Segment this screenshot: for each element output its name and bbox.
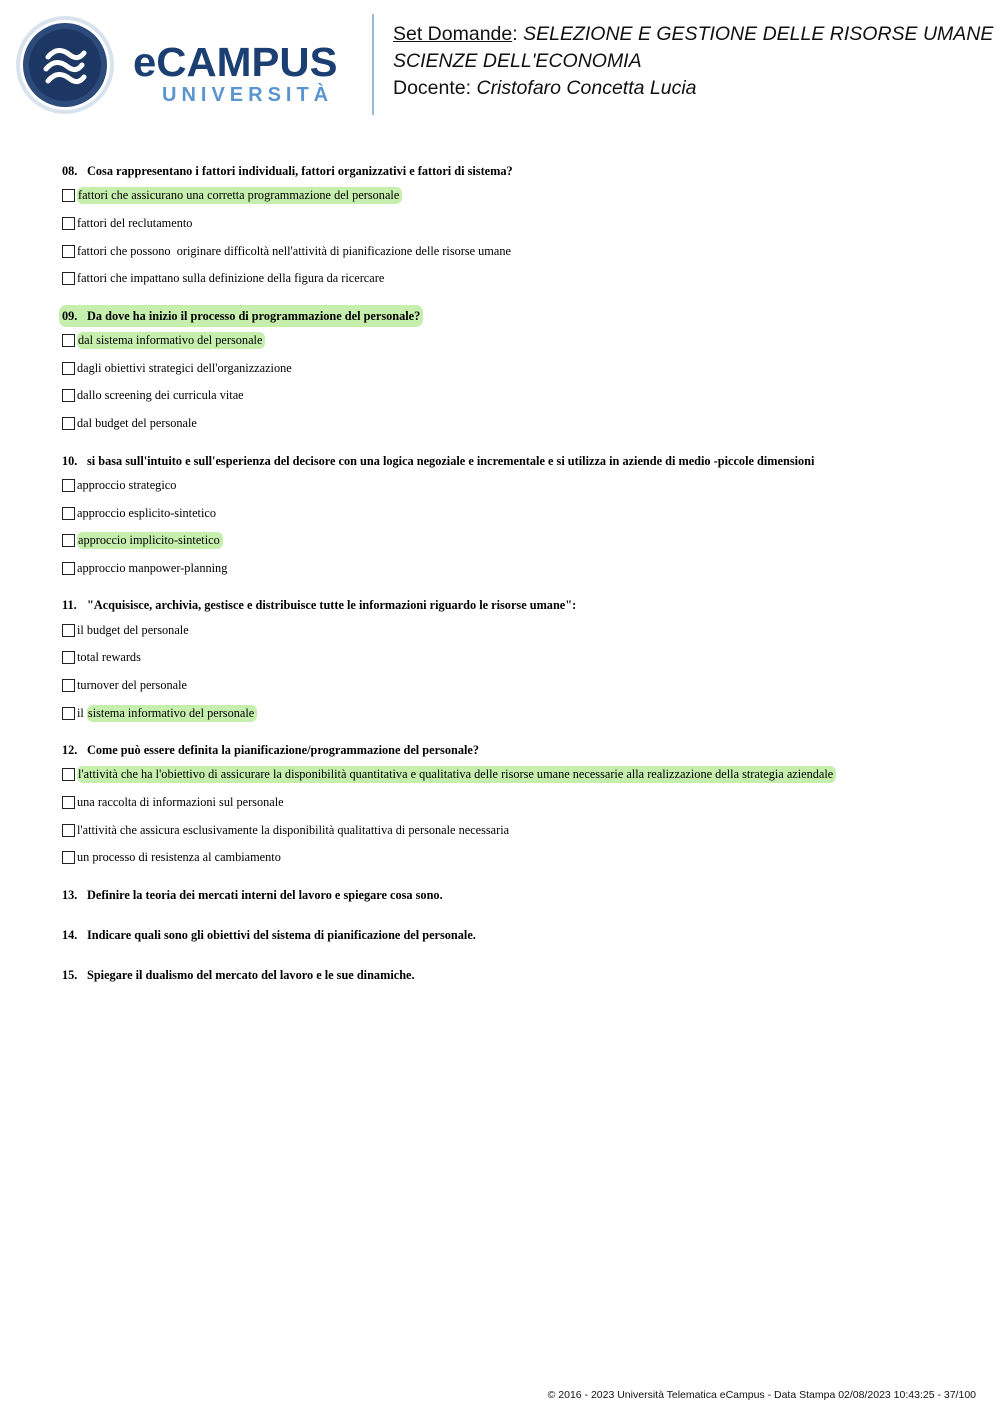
option-text: fattori che impattano sulla definizione della figura da ricercare — [77, 271, 385, 286]
question-14 — [62, 924, 962, 946]
checkbox[interactable] — [62, 272, 75, 285]
question-title: 12. Come può essere definita la pianificazione/programmazione del personale? — [62, 743, 479, 757]
set-separator: : — [512, 23, 518, 45]
teacher-line — [393, 75, 993, 102]
checkbox[interactable] — [62, 679, 75, 692]
checkbox[interactable] — [62, 479, 75, 492]
checkbox[interactable] — [62, 851, 75, 864]
option-text: fattori del reclutamento — [77, 216, 193, 231]
checkbox[interactable] — [62, 389, 75, 402]
answer-option[interactable] — [62, 555, 962, 583]
ecampus-wordmark — [133, 39, 338, 106]
question-15 — [62, 964, 962, 986]
answer-option[interactable] — [62, 789, 962, 817]
answer-option[interactable] — [62, 354, 962, 382]
checkbox[interactable] — [62, 362, 75, 375]
teacher-name: Cristofaro Concetta Lucia — [476, 77, 697, 99]
option-text: dallo screening dei curricula vitae — [77, 388, 244, 403]
answer-option[interactable] — [62, 616, 962, 644]
answer-option[interactable] — [62, 844, 962, 872]
answer-option[interactable] — [62, 265, 962, 293]
option-text-highlighted: l'attività che ha l'obiettivo di assicurare la disponibilità quantitativa e qualitativa delle risorse umane necessarie alla realizzazione della strategia aziendale — [77, 766, 836, 783]
page-footer: © 2016 - 2023 Università Telematica eCampus - Data Stampa 02/08/2023 10:43:25 - 37/100 — [547, 1389, 976, 1401]
question-title: 15. Spiegare il dualismo del mercato del lavoro e le sue dinamiche. — [62, 967, 415, 982]
document-header — [393, 21, 993, 102]
set-line — [393, 21, 993, 48]
question-08 — [62, 160, 962, 293]
question-13 — [62, 884, 962, 906]
question-title: 14. Indicare quali sono gli obiettivi del sistema di pianificazione del personale. — [62, 927, 476, 942]
question-10 — [62, 450, 962, 583]
answer-option[interactable] — [62, 382, 962, 410]
option-text: fattori che possono originare difficoltà nell'attività di pianificazione delle risorse umane — [77, 243, 511, 258]
question-title: 10. si basa sull'intuito e sull'esperienza del decisore con una logica negoziale e incrementale e si utilizza in aziende di medio -piccole dimensioni — [62, 453, 815, 468]
option-text-highlighted: approccio implicito-sintetico — [77, 532, 223, 549]
question-11 — [62, 594, 962, 727]
checkbox[interactable] — [62, 624, 75, 637]
checkbox[interactable] — [62, 796, 75, 809]
answer-option[interactable] — [62, 761, 962, 789]
option-text: total rewards — [77, 650, 141, 665]
ecampus-emblem-logo — [15, 15, 115, 115]
answer-option[interactable] — [62, 472, 962, 500]
checkbox[interactable] — [62, 189, 75, 202]
question-09 — [62, 305, 962, 438]
checkbox[interactable] — [62, 245, 75, 258]
question-list — [62, 160, 962, 1004]
answer-option[interactable] — [62, 672, 962, 700]
checkbox[interactable] — [62, 417, 75, 430]
faculty-name: SCIENZE DELL'ECONOMIA — [393, 50, 642, 72]
option-text: una raccolta di informazioni sul personale — [77, 795, 284, 810]
checkbox[interactable] — [62, 334, 75, 347]
answer-option[interactable] — [62, 410, 962, 438]
checkbox[interactable] — [62, 534, 75, 547]
option-text-highlighted: sistema informativo del personale — [87, 705, 257, 722]
option-text: dal budget del personale — [77, 416, 197, 431]
option-prefix: il — [77, 705, 87, 720]
answer-option[interactable] — [62, 527, 962, 555]
option-text-highlighted: fattori che assicurano una corretta programmazione del personale — [77, 187, 402, 204]
set-title: SELEZIONE E GESTIONE DELLE RISORSE UMANE — [523, 23, 994, 45]
question-title: 13. Definire la teoria dei mercati interni del lavoro e spiegare cosa sono. — [62, 887, 443, 902]
checkbox[interactable] — [62, 507, 75, 520]
checkbox[interactable] — [62, 824, 75, 837]
answer-option[interactable] — [62, 210, 962, 238]
answer-option[interactable] — [62, 816, 962, 844]
answer-option[interactable] — [62, 644, 962, 672]
checkbox[interactable] — [62, 768, 75, 781]
answer-option[interactable] — [62, 237, 962, 265]
answer-option[interactable] — [62, 182, 962, 210]
logo-subtitle: UNIVERSITÀ — [162, 84, 334, 106]
question-title: 08. Cosa rappresentano i fattori individuali, fattori organizzativi e fattori di sistema? — [62, 164, 513, 178]
option-text: dagli obiettivi strategici dell'organizzazione — [77, 360, 292, 375]
option-text: approccio strategico — [77, 477, 177, 492]
logo-word: eCAMPUS — [133, 39, 338, 85]
question-12 — [62, 739, 962, 872]
answer-option[interactable] — [62, 327, 962, 355]
checkbox[interactable] — [62, 707, 75, 720]
checkbox[interactable] — [62, 562, 75, 575]
checkbox[interactable] — [62, 217, 75, 230]
teacher-label: Docente: — [393, 77, 472, 99]
option-text-highlighted: dal sistema informativo del personale — [77, 332, 265, 349]
option-text: l'attività che assicura esclusivamente la disponibilità qualitattiva di personale necessaria — [77, 822, 510, 837]
option-text: approccio esplicito-sintetico — [77, 505, 216, 520]
checkbox[interactable] — [62, 651, 75, 664]
option-text: il budget del personale — [77, 622, 189, 637]
question-title: 11. "Acquisisce, archivia, gestisce e distribuisce tutte le informazioni riguardo le risorse umane": — [62, 598, 577, 613]
option-text: un processo di resistenza al cambiamento — [77, 850, 281, 865]
option-text: approccio manpower-planning — [77, 560, 228, 575]
question-title-highlighted: 09. Da dove ha inizio il processo di programmazione del personale? — [59, 305, 423, 327]
set-label: Set Domande — [393, 23, 513, 45]
answer-option[interactable] — [62, 499, 962, 527]
option-text: turnover del personale — [77, 677, 187, 692]
faculty-line — [393, 48, 993, 75]
header-divider — [372, 14, 374, 115]
answer-option[interactable] — [62, 699, 962, 727]
